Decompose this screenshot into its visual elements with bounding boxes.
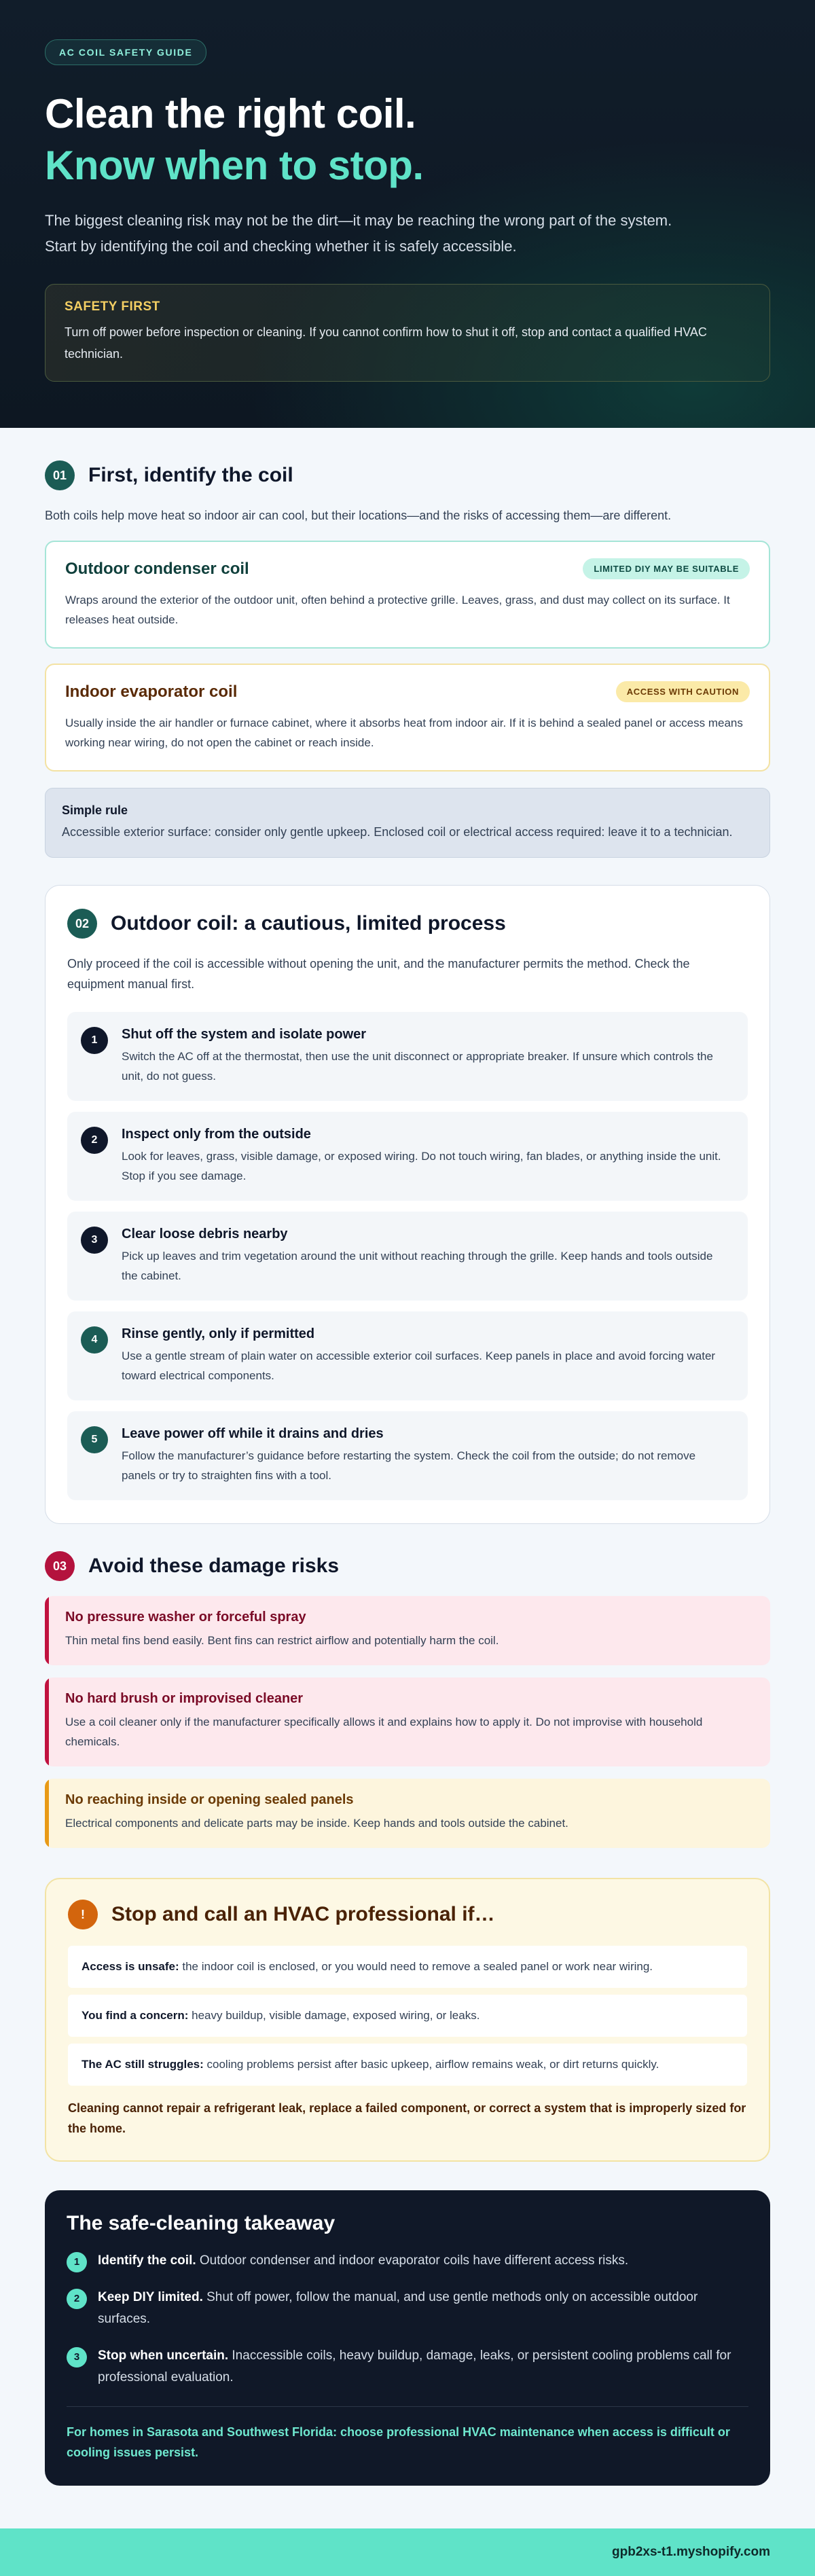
takeaway-text: Outdoor condenser and indoor evaporator coils have different access risks.	[196, 2253, 629, 2268]
step-title: Clear loose debris nearby	[122, 1227, 288, 1241]
hero	[0, 0, 815, 428]
section-title: First, identify the coil	[88, 464, 293, 486]
section-identify-coil	[45, 460, 770, 858]
takeaway-list	[67, 2250, 748, 2389]
call-professional-card	[45, 1878, 770, 2162]
takeaway-label: Stop when uncertain.	[98, 2348, 229, 2363]
takeaway-number: 1	[67, 2252, 87, 2272]
step-item	[67, 1112, 748, 1201]
step-number: 3	[81, 1227, 108, 1254]
step-body: Follow the manufacturer’s guidance before restarting the system. Check the coil from the outside; do not remove panels or try to straighten fins with a tool.	[122, 1449, 696, 1482]
diy-suitable-badge: LIMITED DIY MAY BE SUITABLE	[583, 558, 750, 579]
risk-body: Use a coil cleaner only if the manufacturer specifically allows it and explains how to apply it. Do not improvise with household chemicals.	[65, 1716, 703, 1748]
takeaway-item	[67, 2287, 748, 2330]
hero-title-line2: Know when to stop.	[45, 143, 424, 188]
section-number: 03	[45, 1551, 75, 1581]
caution-badge: ACCESS WITH CAUTION	[616, 681, 750, 702]
section-intro: Both coils help move heat so indoor air can cool, but their locations—and the risks of accessing them—are different.	[45, 509, 672, 522]
section-header	[67, 909, 748, 939]
step-number: 4	[81, 1326, 108, 1354]
safety-first-box	[45, 284, 770, 382]
call-item-text: heavy buildup, visible damage, exposed wiring, or leaks.	[188, 2009, 480, 2022]
call-item	[68, 1995, 747, 2037]
section-title: Avoid these damage risks	[88, 1555, 340, 1577]
safety-title: SAFETY FIRST	[65, 300, 160, 314]
takeaway-number: 2	[67, 2289, 87, 2309]
takeaway-text: Shut off power, follow the manual, and use gentle methods only on accessible outdoor surfaces.	[98, 2290, 698, 2326]
section-header	[45, 1551, 770, 1581]
call-item-text: cooling problems persist after basic upkeep, airflow remains weak, or dirt returns quickly.	[203, 2058, 659, 2071]
risk-body: Electrical components and delicate parts may be inside. Keep hands and tools outside the cabinet.	[65, 1817, 568, 1830]
rule-title: Simple rule	[62, 803, 128, 817]
step-number: 2	[81, 1127, 108, 1154]
step-body: Switch the AC off at the thermostat, then use the unit disconnect or appropriate breaker. If unsure which controls the unit, do not guess.	[122, 1050, 713, 1083]
section-header	[45, 460, 770, 490]
outdoor-coil-body: Wraps around the exterior of the outdoor unit, often behind a protective grille. Leaves, grass, and dust may collect on its surface. It releases heat outside.	[65, 594, 730, 626]
step-title: Inspect only from the outside	[122, 1127, 311, 1142]
risk-title: No hard brush or improvised cleaner	[65, 1691, 304, 1706]
hero-title-line1: Clean the right coil.	[45, 91, 416, 137]
call-note: Cleaning cannot repair a refrigerant leak, replace a failed component, or correct a system that is improperly sized for the home.	[68, 2101, 746, 2135]
takeaway-title: The safe-cleaning takeaway	[67, 2212, 336, 2234]
takeaway-label: Identify the coil.	[98, 2253, 196, 2268]
section-damage-risks	[45, 1551, 770, 1848]
section-title: Outdoor coil: a cautious, limited process	[111, 912, 506, 935]
rule-body: Accessible exterior surface: consider only gentle upkeep. Enclosed coil or electrical access required: leave it to a technician.	[62, 825, 733, 839]
section-number: 02	[67, 909, 97, 939]
step-item	[67, 1012, 748, 1101]
section-outdoor-process	[45, 885, 770, 1524]
call-item	[68, 1946, 747, 1988]
takeaway-text: Inaccessible coils, heavy buildup, damage, leaks, or persistent cooling problems call for professional evaluation.	[98, 2348, 731, 2384]
call-item	[68, 2044, 747, 2086]
footer-bar	[0, 2528, 815, 2576]
risk-body: Thin metal fins bend easily. Bent fins can restrict airflow and potentially harm the coil.	[65, 1634, 499, 1647]
step-item	[67, 1212, 748, 1301]
steps-list	[67, 1012, 748, 1500]
call-item-label: Access is unsafe:	[82, 1960, 179, 1973]
call-title: Stop and call an HVAC professional if…	[111, 1903, 495, 1925]
hero-lead: The biggest cleaning risk may not be the dirt—it may be reaching the wrong part of the system. Start by identifying the coil and checking whether it is safely accessible.	[45, 212, 672, 255]
section-intro: Only proceed if the coil is accessible without opening the unit, and the manufacturer permits the method. Check the equipment manual first.	[67, 957, 690, 991]
call-items-list	[68, 1946, 747, 2086]
section-number: 01	[45, 460, 75, 490]
takeaway-footnote: For homes in Sarasota and Southwest Florida: choose professional HVAC maintenance when access is difficult or cooling issues persist.	[67, 2425, 730, 2459]
indoor-coil-card	[45, 664, 770, 772]
takeaway-number: 3	[67, 2347, 87, 2368]
step-number: 1	[81, 1027, 108, 1054]
step-item	[67, 1411, 748, 1500]
footer-domain-link[interactable]: gpb2xs-t1.myshopify.com	[612, 2545, 770, 2559]
call-item-label: You find a concern:	[82, 2009, 189, 2022]
main-content	[0, 428, 815, 2486]
risk-item	[45, 1677, 770, 1766]
takeaway-label: Keep DIY limited.	[98, 2290, 203, 2304]
call-item-label: The AC still struggles:	[82, 2058, 204, 2071]
step-item	[67, 1311, 748, 1400]
simple-rule-box	[45, 788, 770, 858]
risk-item	[45, 1779, 770, 1848]
guide-badge: AC COIL SAFETY GUIDE	[45, 39, 206, 65]
step-title: Rinse gently, only if permitted	[122, 1326, 315, 1341]
takeaway-item	[67, 2250, 748, 2272]
step-title: Shut off the system and isolate power	[122, 1027, 367, 1042]
step-title: Leave power off while it drains and dries	[122, 1426, 384, 1441]
step-body: Use a gentle stream of plain water on accessible exterior coil surfaces. Keep panels in place and avoid forcing water toward electrical components.	[122, 1349, 716, 1382]
takeaway-item	[67, 2345, 748, 2389]
outdoor-coil-card	[45, 541, 770, 649]
step-body: Pick up leaves and trim vegetation around the unit without reaching through the grille. Keep hands and tools outside the cabinet.	[122, 1250, 713, 1282]
call-item-text: the indoor coil is enclosed, or you would need to remove a sealed panel or work near wiring.	[179, 1960, 653, 1973]
warning-icon: !	[68, 1900, 98, 1929]
indoor-coil-title: Indoor evaporator coil	[65, 682, 238, 701]
step-number: 5	[81, 1426, 108, 1453]
takeaway-card	[45, 2190, 770, 2486]
section-header	[68, 1900, 747, 1929]
risk-title: No reaching inside or opening sealed panels	[65, 1792, 354, 1807]
safety-body: Turn off power before inspection or cleaning. If you cannot confirm how to shut it off, stop and contact a qualified HVAC technician.	[65, 325, 707, 361]
indoor-coil-body: Usually inside the air handler or furnace cabinet, where it absorbs heat from indoor air. If it is behind a sealed panel or access means working near wiring, do not open the cabinet or reach inside.	[65, 716, 743, 749]
outdoor-coil-title: Outdoor condenser coil	[65, 559, 249, 578]
divider	[67, 2406, 748, 2407]
risk-title: No pressure washer or forceful spray	[65, 1610, 306, 1625]
risk-item	[45, 1596, 770, 1665]
step-body: Look for leaves, grass, visible damage, or exposed wiring. Do not touch wiring, fan blades, or anything inside the unit. Stop if you see damage.	[122, 1150, 721, 1182]
